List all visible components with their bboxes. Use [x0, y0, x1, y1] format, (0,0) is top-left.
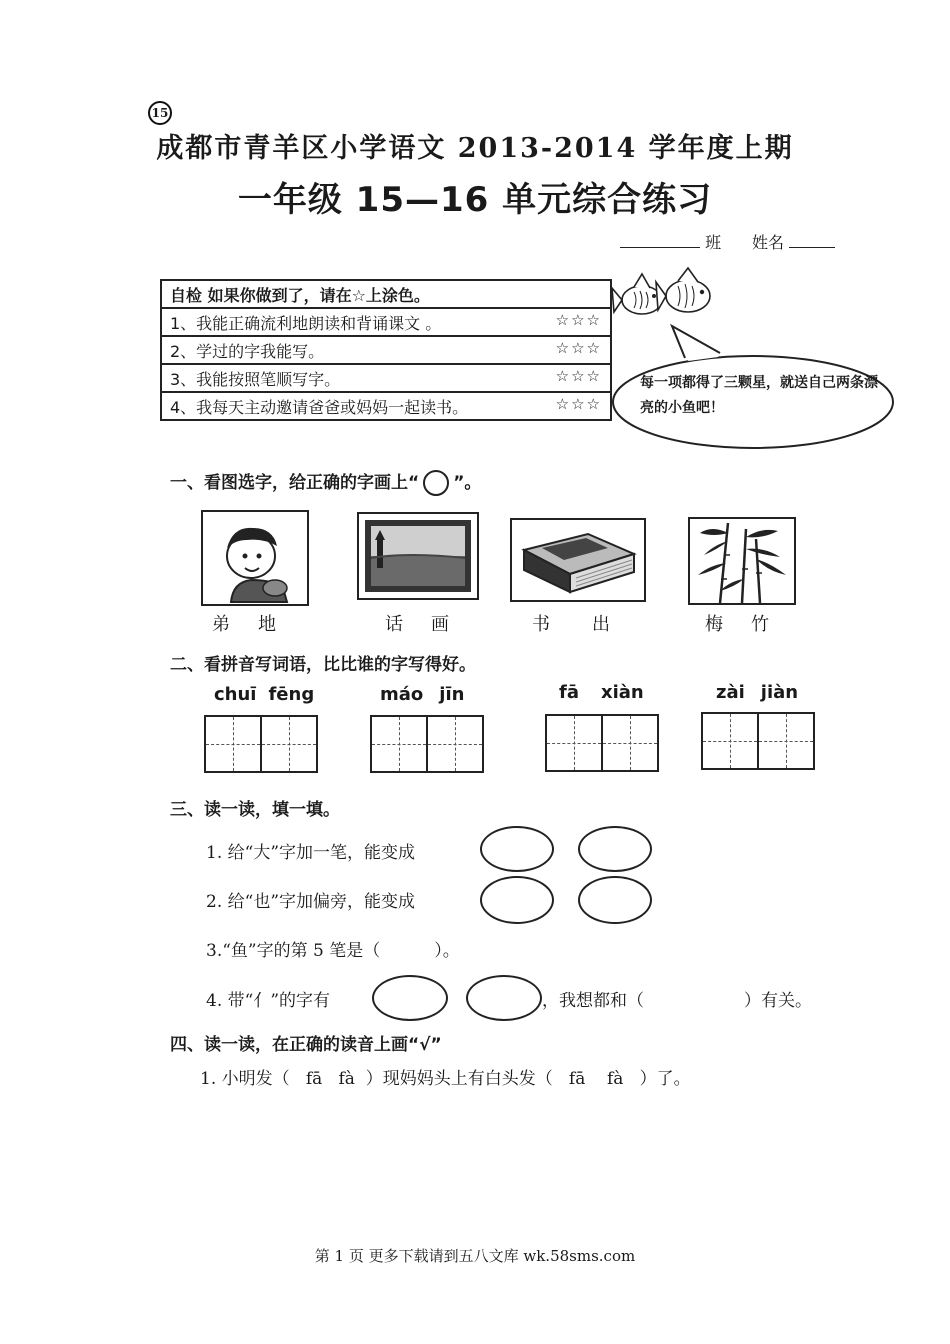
selfcheck-text: 1、我能正确流利地朗读和背诵课文 。 [170, 313, 442, 333]
writing-grid[interactable] [204, 715, 318, 773]
section1-heading-pre: 一、看图选字，给正确的字画上“ [170, 473, 420, 493]
answer-oval[interactable] [466, 975, 542, 1021]
selfcheck-header-row [161, 280, 611, 308]
pinyin-pair [559, 682, 644, 703]
name-label: 姓名 [752, 233, 785, 252]
title-school: 成都市青羊区小学语文 2013-2014 学年度上期 [156, 133, 794, 164]
pinyin: jiàn [760, 682, 799, 703]
selfcheck-text: 2、学过的字我能写。 [170, 341, 325, 361]
name-field[interactable] [752, 230, 835, 253]
question-3-4-post: ）有关。 [744, 991, 812, 1011]
choice-chars [212, 610, 278, 636]
choice-chars [385, 610, 451, 636]
choice-char[interactable]: 话 [385, 614, 405, 635]
selfcheck-header: 自检 如果你做到了，请在☆上涂色。 [161, 280, 611, 308]
section3-heading: 三、读一读，填一填。 [170, 800, 340, 820]
selfcheck-row [161, 392, 611, 420]
footer-text: 第 1 页 更多下载请到五八文库 wk.58sms.com [314, 1247, 636, 1265]
choice-char[interactable]: 出 [592, 614, 612, 635]
section4-heading: 四、读一读，在正确的读音上画“√” [170, 1035, 442, 1055]
class-label: 班 [705, 233, 722, 252]
section2-heading: 二、看拼音写词语，比比谁的字写得好。 [170, 655, 476, 675]
pinyin: zài [716, 682, 745, 703]
pinyin-pair [716, 682, 798, 703]
question-3-3: 3.“鱼”字的第 5 笔是（ ）。 [206, 941, 460, 961]
question-3-4-pre: 4. 带“亻”的字有 [206, 991, 331, 1011]
question-4-1: 1. 小明发（ fā fà ）现妈妈头上有白头发（ fā fà ）了。 [200, 1069, 691, 1089]
pinyin: jīn [439, 684, 465, 705]
pinyin: chuī [214, 684, 257, 705]
writing-grid[interactable] [701, 712, 815, 770]
title-unit: 一年级 15—16 单元综合练习 [237, 180, 713, 220]
choice-char[interactable]: 地 [258, 614, 278, 635]
answer-oval[interactable] [480, 876, 554, 924]
writing-grid[interactable] [370, 715, 484, 773]
fish-icon [612, 264, 722, 328]
choice-char[interactable]: 画 [431, 614, 451, 635]
answer-oval[interactable] [578, 826, 652, 872]
pinyin: fēng [268, 684, 315, 705]
section1-heading-post: ”。 [453, 473, 482, 493]
selfcheck-text: 4、我每天主动邀请爸爸或妈妈一起读书。 [170, 397, 469, 417]
question-3-4-mid: ，我想都和（ [542, 991, 644, 1011]
choice-chars [705, 610, 771, 636]
circle-icon [423, 470, 449, 496]
answer-oval[interactable] [480, 826, 554, 872]
choice-char[interactable]: 竹 [751, 614, 771, 635]
selfcheck-row [161, 364, 611, 392]
answer-oval[interactable] [578, 876, 652, 924]
section1-heading [170, 468, 481, 496]
class-field[interactable] [620, 230, 721, 253]
choice-chars [532, 610, 612, 636]
selfcheck-row [161, 308, 611, 336]
answer-oval[interactable] [372, 975, 448, 1021]
star-icons[interactable]: ☆☆☆ [555, 366, 602, 385]
choice-char[interactable]: 书 [532, 614, 552, 635]
painting-picture [357, 512, 479, 600]
pinyin-pair [214, 684, 314, 705]
page-number-mark: 15 [148, 101, 172, 125]
boy-picture [201, 510, 309, 606]
pinyin: máo [380, 684, 424, 705]
star-icons[interactable]: ☆☆☆ [555, 394, 602, 413]
pinyin: fā [559, 682, 579, 703]
pinyin: xiàn [600, 682, 644, 703]
star-icons[interactable]: ☆☆☆ [555, 338, 602, 357]
bamboo-picture [688, 517, 796, 605]
choice-char[interactable]: 梅 [705, 614, 725, 635]
question-3-1: 1. 给“大”字加一笔，能变成 [206, 843, 416, 863]
question-3-2: 2. 给“也”字加偏旁，能变成 [206, 892, 416, 912]
writing-grid[interactable] [545, 714, 659, 772]
selfcheck-row [161, 336, 611, 364]
selfcheck-table [160, 279, 612, 421]
bubble-text: 每一项都得了三颗星，就送自己两条漂亮的小鱼吧！ [640, 375, 878, 416]
star-icons[interactable]: ☆☆☆ [555, 310, 602, 329]
book-picture [510, 518, 646, 602]
pinyin-pair [380, 684, 464, 705]
selfcheck-text: 3、我能按照笔顺写字。 [170, 369, 341, 389]
choice-char[interactable]: 弟 [212, 614, 232, 635]
